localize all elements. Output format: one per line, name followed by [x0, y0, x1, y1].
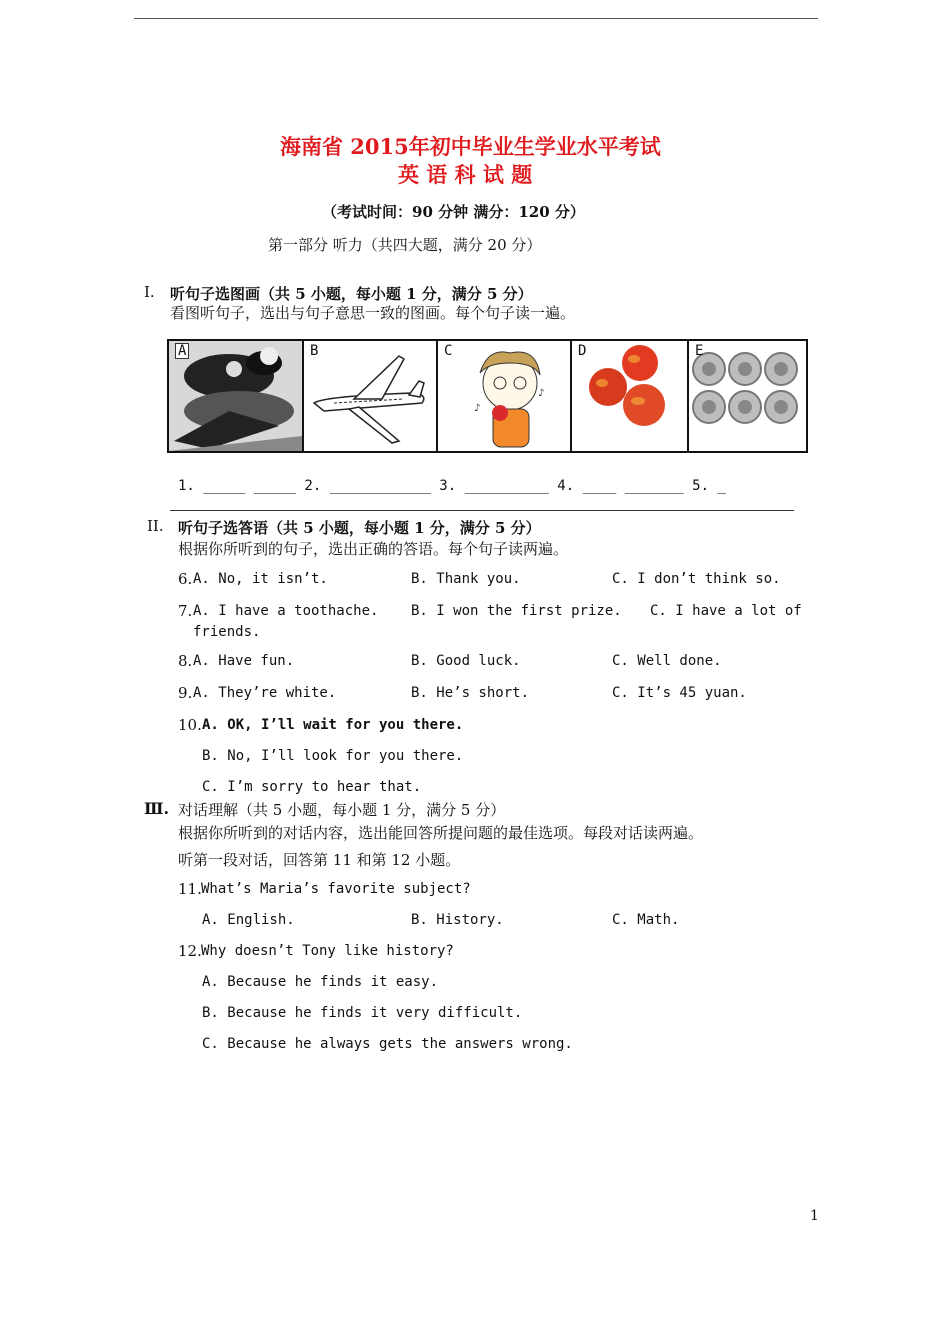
- picture-label-a: A: [175, 343, 189, 359]
- picture-d: [570, 341, 689, 453]
- q12-option-a: A. Because he finds it easy.: [202, 974, 439, 990]
- q10-option-b: B. No, I’ll look for you there.: [202, 748, 464, 764]
- picture-label-b: B: [310, 343, 319, 359]
- q11-option-b: B. History.: [411, 912, 504, 928]
- section2-number: II.: [147, 517, 164, 535]
- q8-option-a: A. Have fun.: [193, 653, 295, 669]
- q11-option-c: C. Math.: [612, 912, 680, 928]
- q11-number: 11.: [178, 880, 202, 898]
- part-one-heading: 第一部分 听力（共四大题，满分 20 分）: [268, 236, 542, 254]
- answer-blanks: 1. _____ _____ 2. ____________ 3. __________ 4. ____ _______ 5. _: [178, 478, 726, 494]
- q10-option-c: C. I’m sorry to hear that.: [202, 779, 422, 795]
- section1-heading: 听句子选图画（共 5 小题，每小题 1 分，满分 5 分）: [170, 285, 533, 303]
- section-divider: [170, 510, 794, 511]
- q11-option-a: A. English.: [202, 912, 295, 928]
- section3-number: Ⅲ.: [144, 799, 170, 818]
- section2-heading: 听句子选答语（共 5 小题，每小题 1 分，满分 5 分）: [178, 519, 541, 537]
- q10-number: 10.: [178, 716, 202, 734]
- section1-instruction: 看图听句子，选出与句子意思一致的图画。每个句子读一遍。: [170, 304, 576, 322]
- coins-icon: [689, 341, 806, 451]
- q7-option-c-cont: friends.: [193, 624, 261, 640]
- q6-option-b: B. Thank you.: [411, 571, 521, 587]
- q11-question: What’s Maria’s favorite subject?: [201, 881, 471, 897]
- exam-subtitle: 英 语 科 试 题: [398, 162, 533, 187]
- picture-c: [436, 341, 572, 453]
- page-number: 1: [810, 1208, 819, 1224]
- section3-instruction: 根据你所听到的对话内容，选出能回答所提问题的最佳选项。每段对话读两遍。: [178, 824, 704, 842]
- airplane-icon: [304, 341, 436, 451]
- q7-number: 7.: [178, 602, 193, 620]
- q6-option-a: A. No, it isn’t.: [193, 571, 328, 587]
- q8-option-c: C. Well done.: [612, 653, 722, 669]
- q8-number: 8.: [178, 652, 193, 670]
- section1-number: I.: [144, 283, 155, 301]
- q9-number: 9.: [178, 684, 193, 702]
- q9-option-a: A. They’re white.: [193, 685, 337, 701]
- apples-icon: [572, 341, 687, 451]
- q12-question: Why doesn’t Tony like history?: [201, 943, 454, 959]
- picture-b: [302, 341, 438, 453]
- q8-option-b: B. Good luck.: [411, 653, 521, 669]
- picture-table: [167, 339, 808, 453]
- picture-label-c: C: [444, 343, 453, 359]
- q12-option-c: C. Because he always gets the answers wrong.: [202, 1036, 573, 1052]
- q7-option-b: B. I won the first prize.: [411, 603, 622, 619]
- section3-subheading: 听第一段对话，回答第 11 和第 12 小题。: [178, 851, 461, 869]
- q6-option-c: C. I don’t think so.: [612, 571, 781, 587]
- svg-text:♪: ♪: [474, 403, 481, 414]
- exam-info: （考试时间：90 分钟 满分：120 分）: [322, 203, 585, 221]
- top-rule: [134, 18, 818, 19]
- boy-eating-icon: [438, 341, 570, 451]
- exam-title: 海南省 2015年初中毕业生学业水平考试: [280, 134, 661, 159]
- q10-option-a: A. OK, I’ll wait for you there.: [202, 717, 464, 733]
- picture-label-e: E: [695, 343, 704, 359]
- section3-heading: 对话理解（共 5 小题，每小题 1 分，满分 5 分）: [178, 801, 506, 819]
- q9-option-c: C. It’s 45 yuan.: [612, 685, 747, 701]
- section2-instruction: 根据你所听到的句子，选出正确的答语。每个句子读两遍。: [178, 540, 569, 558]
- svg-text:♪: ♪: [538, 388, 545, 399]
- q9-option-b: B. He’s short.: [411, 685, 530, 701]
- picture-a: [169, 341, 302, 451]
- q6-number: 6.: [178, 570, 193, 588]
- picture-label-d: D: [578, 343, 587, 359]
- q7-option-a: A. I have a toothache.: [193, 603, 379, 619]
- picture-e: [687, 341, 808, 453]
- q12-number: 12.: [178, 942, 202, 960]
- q7-option-c: C. I have a lot of: [650, 603, 802, 619]
- q12-option-b: B. Because he finds it very difficult.: [202, 1005, 523, 1021]
